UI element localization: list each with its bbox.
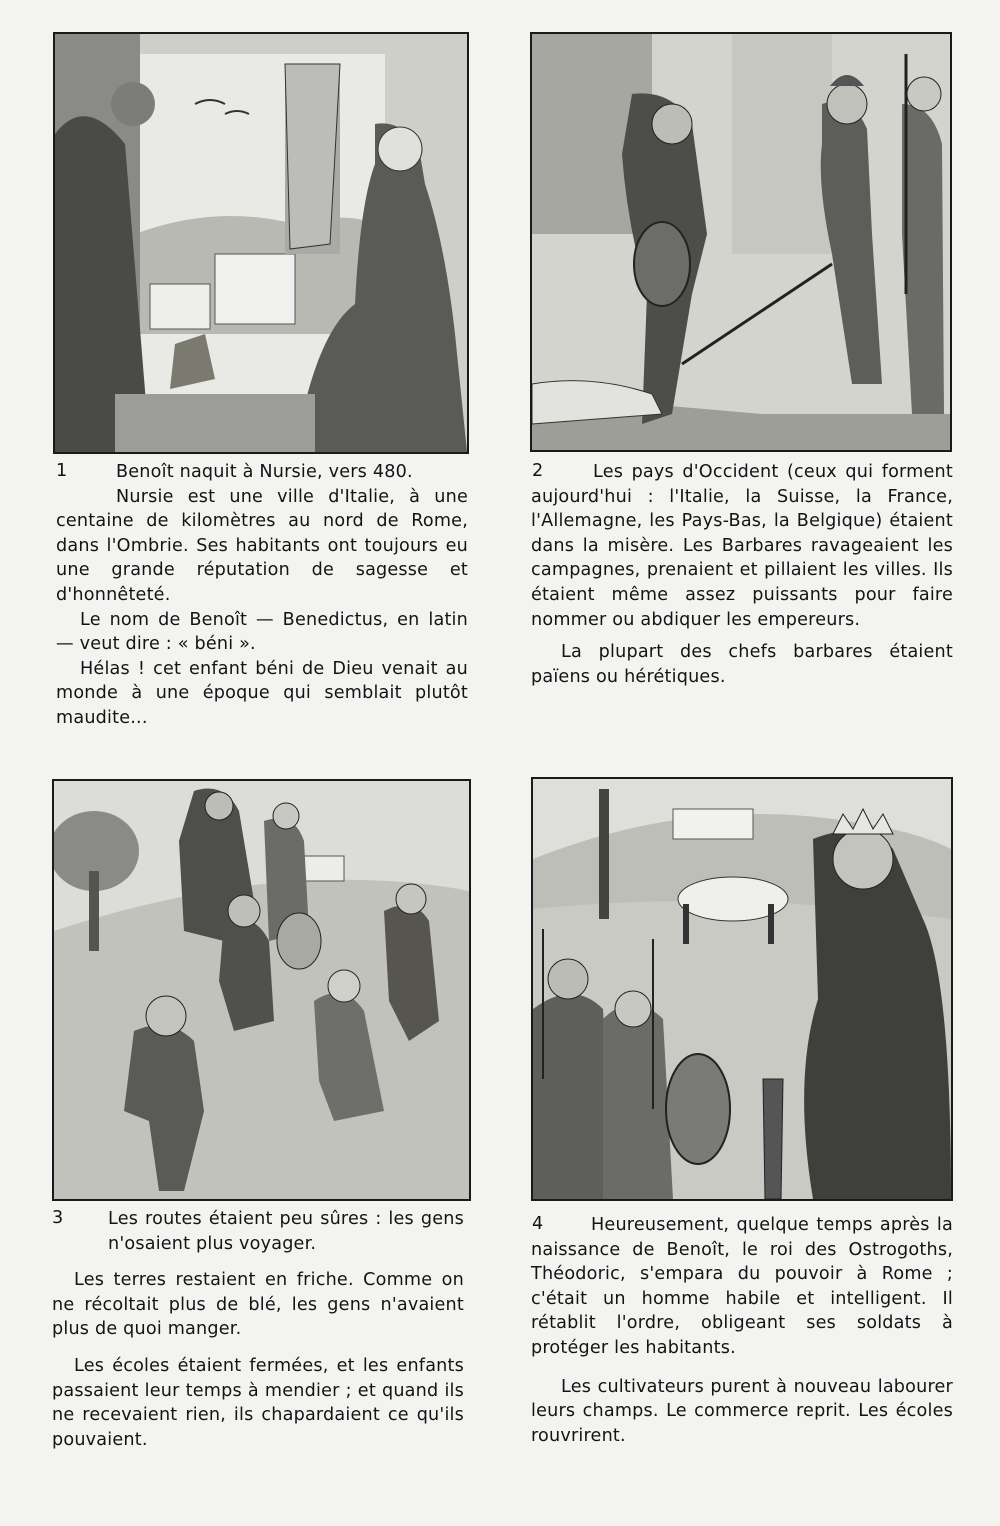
paragraph: Les cultivateurs purent à nouveau labourer leurs champs. Le commerce reprit. Les écoles rouvrirent. bbox=[531, 1376, 953, 1446]
paragraph: Heureusement, quelque temps après la naissance de Benoît, le roi des Ostrogoths, Théodoric, s'empara du pouvoir à Rome ; c'était un homme habile et intelligent. Il rétablit l'ordre, obligeant ses soldats à protéger les habitants. bbox=[531, 1215, 953, 1358]
panel-text bbox=[531, 1213, 953, 1448]
panel-text bbox=[52, 1207, 464, 1452]
birth-scene-drawing bbox=[55, 34, 467, 452]
paragraph: Hélas ! cet enfant béni de Dieu venait au monde à une époque qui semblait plutôt maudite... bbox=[56, 658, 468, 728]
illustration-king-theodoric bbox=[531, 777, 953, 1201]
panel-text bbox=[56, 460, 468, 731]
running-children-drawing bbox=[54, 781, 469, 1199]
paragraph: Nursie est une ville d'Italie, à une centaine de kilomètres au nord de Rome, dans l'Ombrie. Ses habitants ont toujours eu une grande réputation de sagesse et d'honnêteté. bbox=[56, 486, 468, 605]
paragraph: Les routes étaient peu sûres : les gens n'osaient plus voyager. bbox=[108, 1209, 464, 1254]
panel-number: 4 bbox=[532, 1214, 544, 1234]
paragraph: La plupart des chefs barbares étaient païens ou hérétiques. bbox=[531, 642, 953, 687]
paragraph: Les pays d'Occident (ceux qui forment aujourd'hui : l'Italie, la Suisse, la France, l'Allemagne, les Pays-Bas, la Belgique) étaient dans la misère. Les Barbares ravageaient les campagnes, prenaient et pillaient les villes. Ils étaient même assez puissants pour faire nommer ou abdiquer les empereurs. bbox=[531, 462, 953, 630]
paragraph: Les terres restaient en friche. Comme on ne récoltait plus de blé, les gens n'avaient plus de quoi manger. bbox=[52, 1270, 464, 1340]
king-theodoric-drawing bbox=[533, 779, 951, 1199]
illustration-running-children bbox=[52, 779, 471, 1201]
paragraph: Le nom de Benoît — Benedictus, en latin — veut dire : « béni ». bbox=[56, 609, 468, 655]
illustration-barbarian-warriors bbox=[530, 32, 952, 452]
barbarian-warriors-drawing bbox=[532, 34, 950, 450]
panel-text bbox=[531, 460, 953, 689]
panel-number: 2 bbox=[532, 461, 544, 481]
paragraph: Benoît naquit à Nursie, vers 480. bbox=[116, 462, 413, 482]
illustration-birth-scene bbox=[53, 32, 469, 454]
panel-number: 3 bbox=[52, 1208, 64, 1228]
panel-number: 1 bbox=[56, 461, 68, 481]
paragraph: Les écoles étaient fermées, et les enfants passaient leur temps à mendier ; et quand ils ne recevaient rien, ils chapardaient ce qu'ils pouvaient. bbox=[52, 1355, 464, 1450]
